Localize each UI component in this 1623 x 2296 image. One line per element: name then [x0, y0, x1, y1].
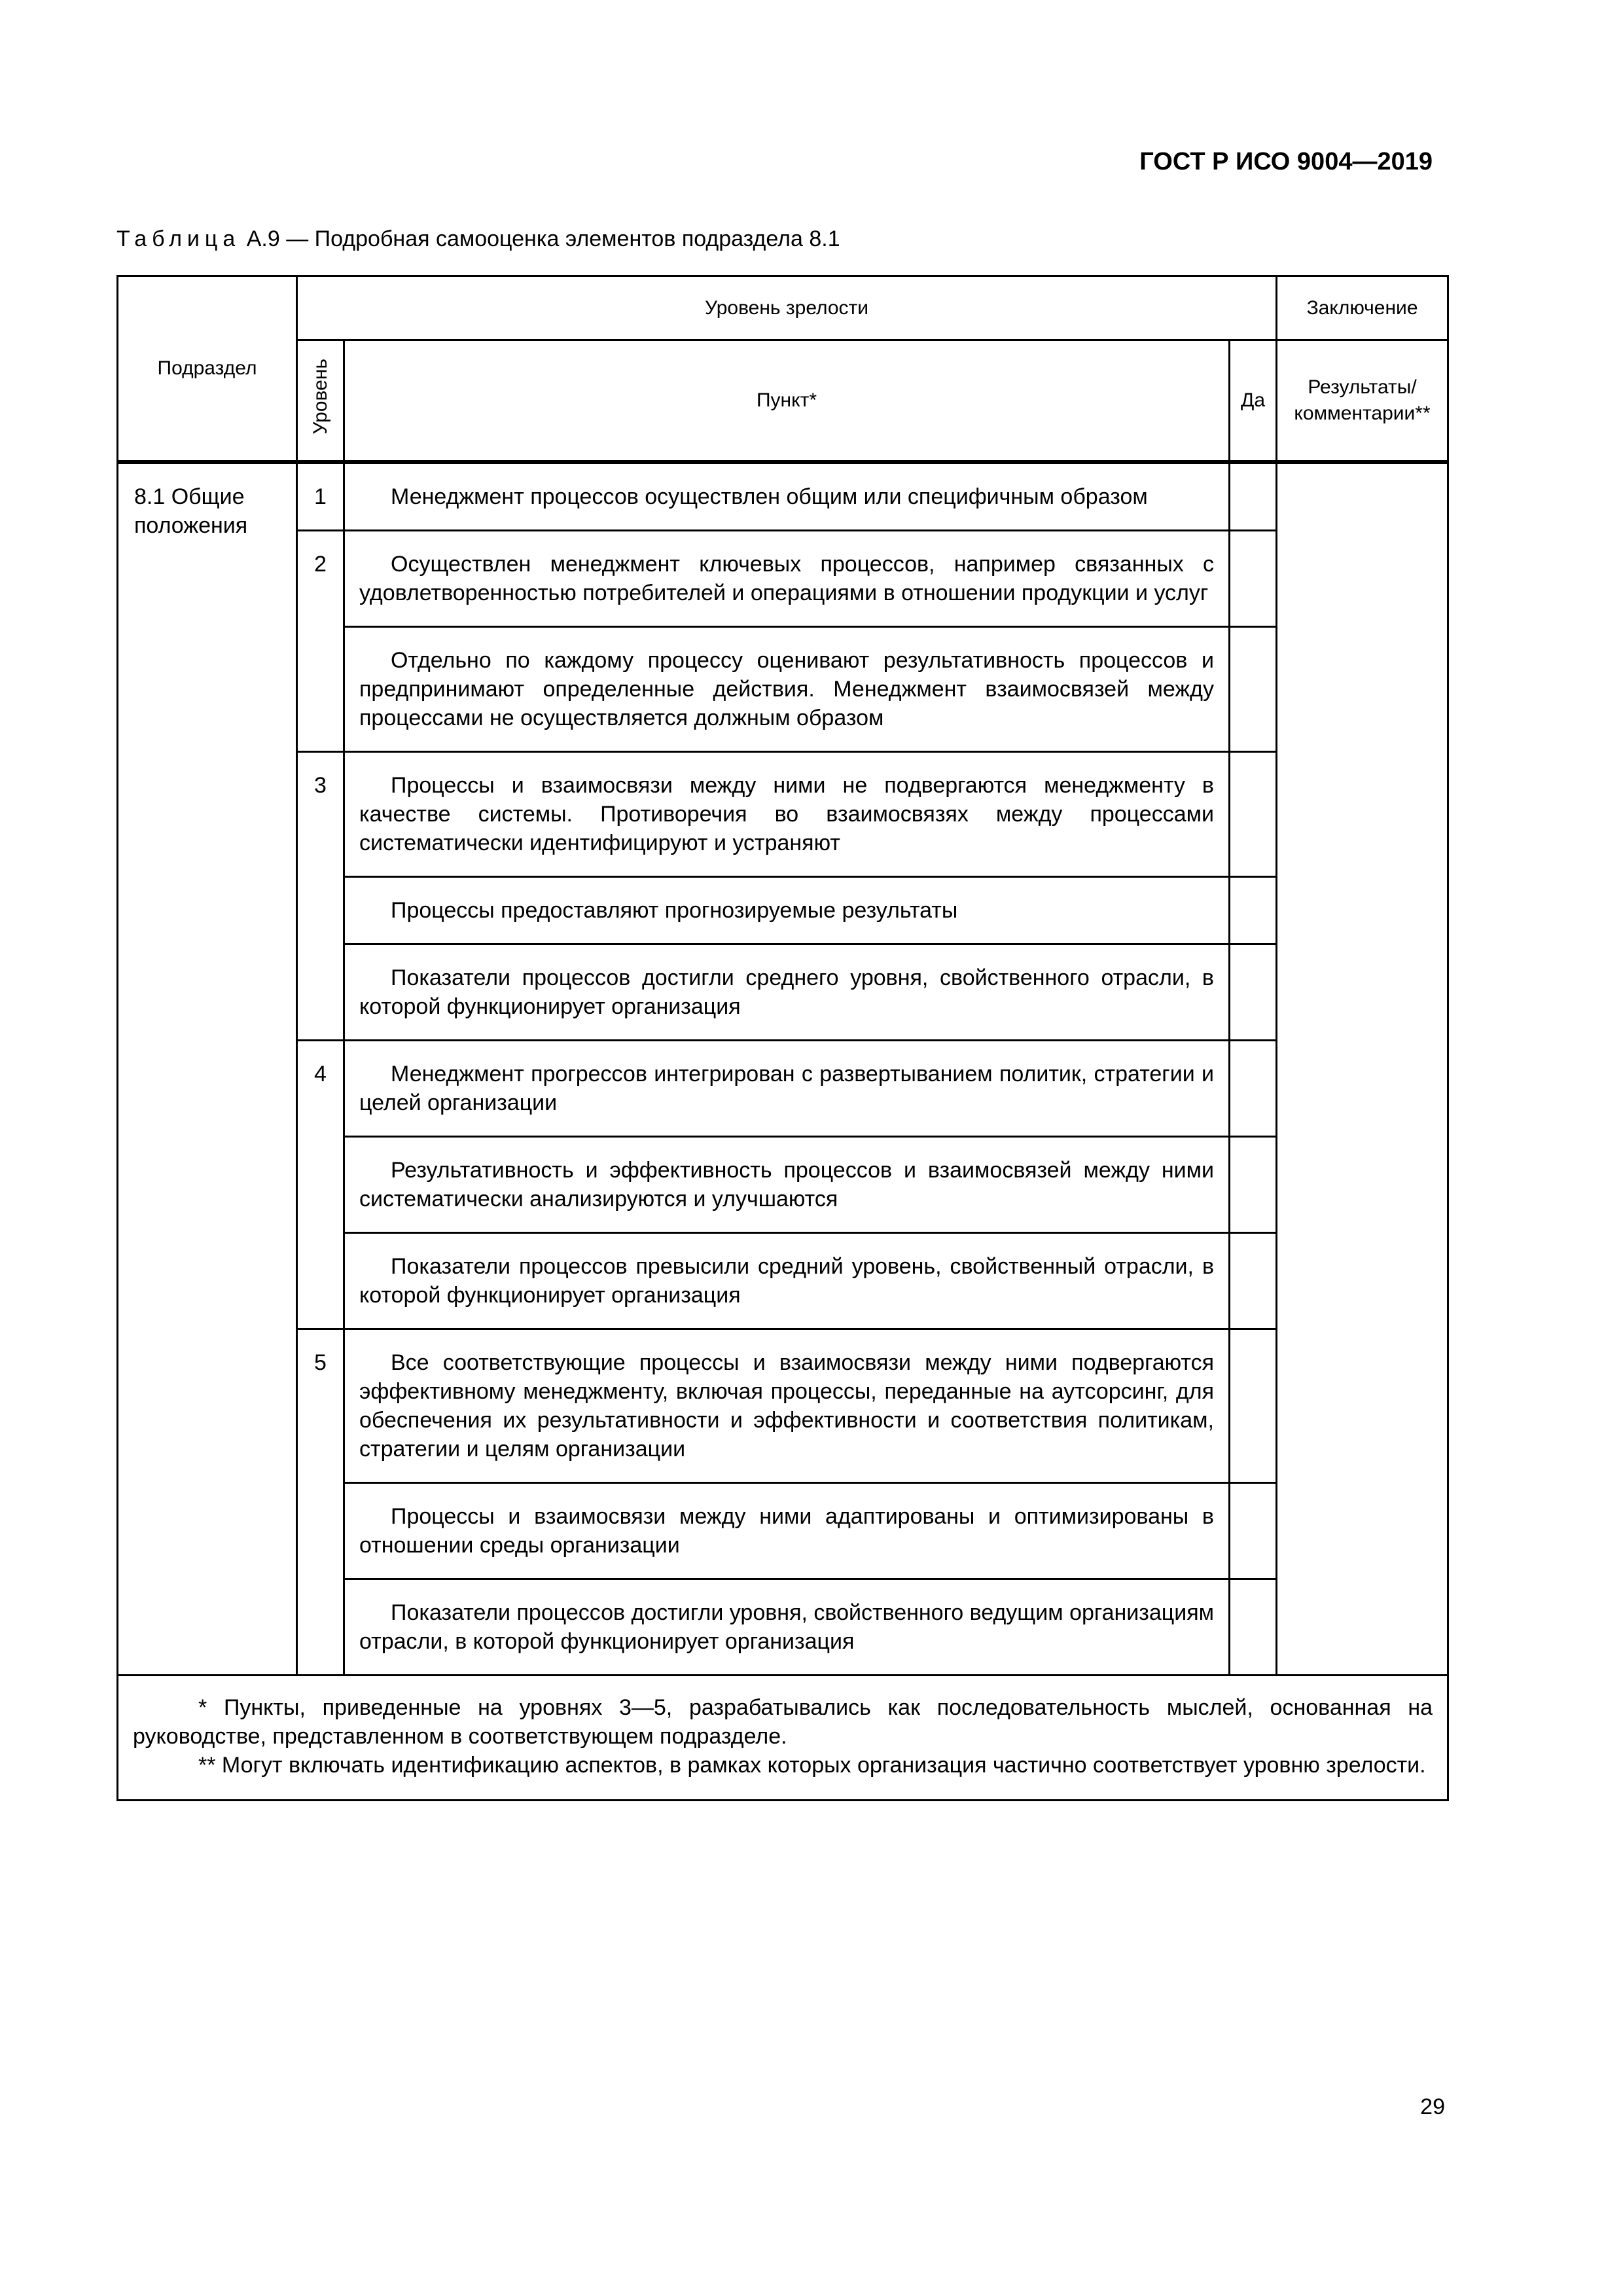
level-cell: 2 — [297, 530, 344, 751]
col-header-conclusion: Заключение — [1277, 276, 1448, 340]
yes-checkbox-cell[interactable] — [1230, 751, 1277, 876]
yes-checkbox-cell[interactable] — [1230, 462, 1277, 531]
yes-checkbox-cell[interactable] — [1230, 1329, 1277, 1482]
item-cell: Показатели процессов превысили средний уровень, свойственный отрасли, в которой функционирует организация — [344, 1232, 1230, 1329]
level-cell: 3 — [297, 751, 344, 1040]
table-caption-label: Таблица — [116, 226, 241, 251]
col-header-maturity: Уровень зрелости — [297, 276, 1277, 340]
yes-checkbox-cell[interactable] — [1230, 1136, 1277, 1232]
self-assessment-table — [116, 275, 1449, 1801]
table-caption — [116, 226, 840, 252]
item-cell: Показатели процессов достигли уровня, свойственного ведущим организациям отрасли, в которой функционирует организация — [344, 1579, 1230, 1675]
level-cell: 1 — [297, 462, 344, 531]
yes-checkbox-cell[interactable] — [1230, 1482, 1277, 1579]
item-cell: Процессы предоставляют прогнозируемые результаты — [344, 876, 1230, 944]
level-cell: 4 — [297, 1040, 344, 1329]
document-standard-header: ГОСТ Р ИСО 9004—2019 — [1139, 148, 1433, 175]
table-caption-text: А.9 — Подробная самооценка элементов подраздела 8.1 — [240, 226, 840, 251]
col-header-subsection: Подраздел — [118, 276, 297, 462]
item-cell: Менеджмент процессов осуществлен общим или специфичным образом — [344, 462, 1230, 531]
yes-checkbox-cell[interactable] — [1230, 530, 1277, 626]
table-footnotes — [118, 1675, 1448, 1800]
subsection-cell: 8.1 Общие положения — [118, 462, 297, 1676]
item-cell: Процессы и взаимосвязи между ними адаптированы и оптимизированы в отношении среды организации — [344, 1482, 1230, 1579]
item-cell: Все соответствующие процессы и взаимосвязи между ними подвергаются эффективному менеджменту, включая процессы, переданные на аутсорсинг, для обеспечения их результативности и эффективности и соответствия политикам, стратегии и целям организации — [344, 1329, 1230, 1482]
yes-checkbox-cell[interactable] — [1230, 1040, 1277, 1136]
yes-checkbox-cell[interactable] — [1230, 1232, 1277, 1329]
level-cell: 5 — [297, 1329, 344, 1675]
footnote-1: * Пункты, приведенные на уровнях 3—5, разрабатывались как последовательность мыслей, основанная на руководстве, представленном в соответствующем подразделе. — [133, 1695, 1433, 1749]
yes-checkbox-cell[interactable] — [1230, 1579, 1277, 1675]
col-header-level-text: Уровень — [309, 359, 331, 435]
col-header-level — [297, 340, 344, 462]
item-cell: Отдельно по каждому процессу оценивают результативность процессов и предпринимают определенные действия. Менеджмент взаимосвязей между процессами не осуществляется должным образом — [344, 626, 1230, 751]
col-header-item: Пункт* — [344, 340, 1230, 462]
col-header-yes: Да — [1230, 340, 1277, 462]
yes-checkbox-cell[interactable] — [1230, 876, 1277, 944]
yes-checkbox-cell[interactable] — [1230, 944, 1277, 1040]
item-cell: Менеджмент прогрессов интегрирован с развертыванием политик, стратегии и целей организации — [344, 1040, 1230, 1136]
item-cell: Результативность и эффективность процессов и взаимосвязей между ними систематически анализируются и улучшаются — [344, 1136, 1230, 1232]
results-comments-cell[interactable] — [1277, 462, 1448, 1676]
yes-checkbox-cell[interactable] — [1230, 626, 1277, 751]
footnote-2: ** Могут включать идентификацию аспектов, в рамках которых организация частично соответствует уровню зрелости. — [198, 1752, 1426, 1778]
item-cell: Показатели процессов достигли среднего уровня, свойственного отрасли, в которой функционирует организация — [344, 944, 1230, 1040]
item-cell: Процессы и взаимосвязи между ними не подвергаются менеджменту в качестве системы. Противоречия во взаимосвязях между процессами систематически идентифицируют и устраняют — [344, 751, 1230, 876]
page-number: 29 — [1420, 2094, 1445, 2119]
col-header-results: Результаты/ комментарии** — [1277, 340, 1448, 462]
item-cell: Осуществлен менеджмент ключевых процессов, например связанных с удовлетворенностью потребителей и операциями в отношении продукции и услуг — [344, 530, 1230, 626]
